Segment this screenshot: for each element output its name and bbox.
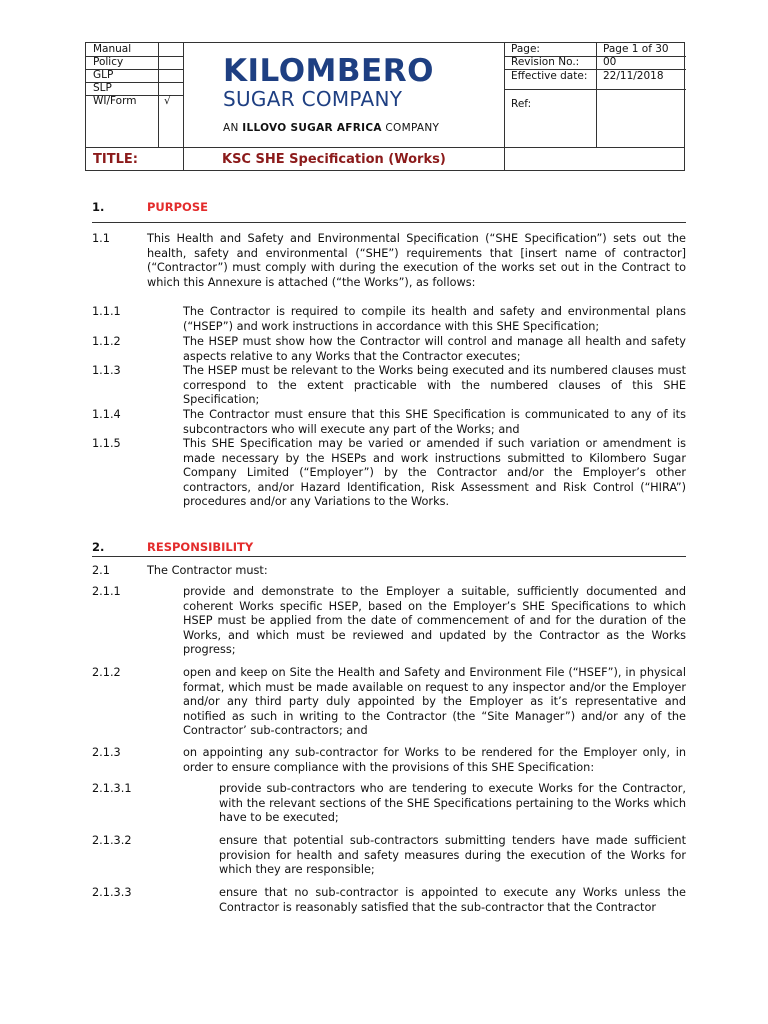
paragraph-number: 2.1.3 (92, 746, 121, 759)
section-title-purpose: PURPOSE (147, 200, 208, 214)
paragraph-text: provide and demonstrate to the Employer a suitable, sufficiently documented and coherent Works specific HSEP, based on the Employer’s SHE Specifications to which HSEP must be applied from the date of commencement of and for the duration of the Works, and which must be reviewed and updated by the Contractor as the Works progress; (183, 585, 686, 657)
paragraph-text: The Contractor is required to compile its health and safety and environmental plans (“HSEP”) and work instructions in accordance with this SHE Specification; (183, 305, 686, 333)
paragraph-number: 1.1.1 (92, 305, 121, 318)
doc-type-glp: GLP (93, 69, 114, 81)
paragraph-text: The HSEP must show how the Contractor will control and manage all health and safety aspects relative to any Works that the Contractor executes; (183, 335, 686, 363)
effective-date-value: 22/11/2018 (603, 70, 664, 82)
page-label: Page: (511, 43, 540, 55)
doc-type-policy: Policy (93, 56, 124, 68)
document-title: KSC SHE Specification (Works) (222, 152, 446, 167)
title-label: TITLE: (93, 152, 138, 167)
paragraph-text: The Contractor must ensure that this SHE Specification is communicated to any of its subcontractors who will execute any part of the Works; and (183, 408, 686, 436)
section-number: 1. (92, 200, 105, 214)
revision-label: Revision No.: (511, 56, 580, 68)
section-title-responsibility: RESPONSIBILITY (147, 540, 254, 554)
ref-label: Ref: (511, 98, 532, 110)
paragraph-number: 1.1.4 (92, 408, 121, 421)
company-logo-line2: SUGAR COMPANY (223, 87, 403, 111)
paragraph-text: ensure that no sub-contractor is appointed to execute any Works unless the Contractor is reasonably satisfied that the sub-contractor that the Contractor (219, 886, 686, 914)
section-number: 2. (92, 540, 105, 554)
paragraph-number: 2.1.2 (92, 666, 121, 679)
paragraph-number: 2.1.3.3 (92, 886, 132, 899)
paragraph-text: ensure that potential sub-contractors submitting tenders have made sufficient provision for health and safety measures during the execution of the Works for which they are responsible; (219, 834, 686, 877)
doc-type-manual: Manual (93, 43, 132, 55)
paragraph-number: 2.1.3.2 (92, 834, 132, 847)
paragraph-number: 1.1 (92, 232, 110, 245)
paragraph-text: provide sub-contractors who are tendering to execute Works for the Contractor, with the relevant sections of the SHE Specifications pertaining to the Works which have to be executed; (219, 782, 686, 825)
paragraph-number: 1.1.5 (92, 437, 121, 450)
paragraph-number: 2.1.3.1 (92, 782, 132, 795)
paragraph-number: 1.1.3 (92, 364, 121, 377)
section-divider (92, 222, 686, 223)
paragraph-text: on appointing any sub-contractor for Works to be rendered for the Employer only, in order to ensure compliance with the provisions of this SHE Specification: (183, 746, 686, 774)
effective-date-label: Effective date: (511, 70, 588, 82)
section-divider (92, 556, 686, 557)
company-logo-line1: KILOMBERO (223, 53, 434, 89)
doc-type-slp: SLP (93, 82, 112, 94)
paragraph-text: This SHE Specification may be varied or amended if such variation or amendment is made necessary by the HSEPs and work instructions submitted to Kilombero Sugar Company Limited (“Employer”) by the Contractor and/or the Employer’s other contractors, and/or Hazard Identification, Risk Assessment and Risk Control (“HIRA”) procedures and/or any Variations to the Works. (183, 437, 686, 509)
revision-value: 00 (603, 56, 617, 68)
paragraph-number: 1.1.2 (92, 335, 121, 348)
wi-form-checkmark: √ (164, 95, 171, 107)
paragraph-number: 2.1.1 (92, 585, 121, 598)
company-tagline: AN ILLOVO SUGAR AFRICA COMPANY (223, 122, 440, 134)
paragraph-text: open and keep on Site the Health and Safety and Environment File (“HSEF”), in physical format, which must be made available on request to any inspector and/or the Employer and/or any third party duly appointed by the Employer as it’s representative and notified as such in writing to the Contractor (the “Site Manager”) and/or any of the Contractor’ sub-contractors; and (183, 666, 686, 738)
paragraph-number: 2.1 (92, 564, 110, 577)
page-value: Page 1 of 30 (603, 43, 669, 55)
paragraph-text: The Contractor must: (147, 564, 268, 577)
paragraph-text: This Health and Safety and Environmental Specification (“SHE Specification”) sets out the health, safety and environmental (“SHE”) requirements that [insert name of contractor] (“Contractor”) must comply with during the execution of the works set out in the Contract to which this Annexure is attached (“the Works”), as follows: (147, 232, 686, 289)
doc-type-wi-form: WI/Form (93, 95, 137, 107)
paragraph-text: The HSEP must be relevant to the Works being executed and its numbered clauses must correspond to the extent practicable with the numbered clauses of this SHE Specification; (183, 364, 686, 407)
